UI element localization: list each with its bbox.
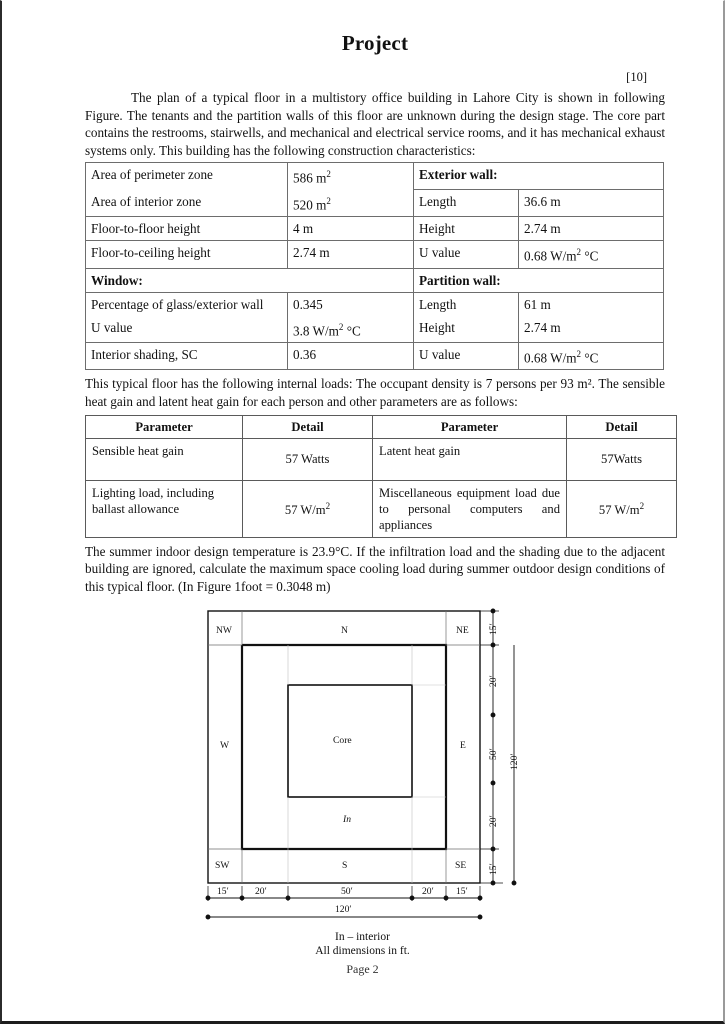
cell-latent-heat-gain: Latent heat gain [373,438,567,480]
cell-param: Height [414,217,519,241]
zone-label-interior: In [343,814,351,825]
hdim-50-middle: 50′ [341,886,353,897]
cell-section-window: Window: [86,268,414,292]
intro-paragraph: The plan of a typical floor in a multistory office building in Lahore City is shown in following Figure. The tenants and the partition walls of this floor are unknown during the design stage. The core part contains the restrooms, stairwells, and mechanical and electrical service rooms, and it has mechanical exhaust systems only. This building has the following construction characteristics: [85,90,665,158]
zone-label-n: N [341,625,348,636]
table-header-row [86,415,677,438]
zone-label-ne: NE [456,625,469,636]
zone-label-sw: SW [215,860,230,871]
zone-label-core: Core [333,735,352,746]
vdim-20-bottom: 20′ [488,815,499,827]
zone-label-e: E [460,740,466,751]
hdim-total-120: 120′ [335,904,352,915]
hdim-15-left: 15′ [217,886,229,897]
document-content [85,0,665,595]
cell-value: 36.6 m [519,190,664,217]
cell-param: Height [414,316,519,343]
page-title: Project [341,31,409,55]
cell-param: Floor-to-floor height [86,217,288,241]
cell-value: 2.74 m [519,316,664,343]
cell-param: Area of interior zone [86,190,288,217]
cell-value: 0.345 [288,292,414,316]
table-row [86,163,664,190]
cell-param: Percentage of glass/exterior wall [86,292,288,316]
figure-caption-line-1: In – interior [335,931,390,943]
zone-label-w: W [220,740,230,751]
table-row [86,316,664,343]
zone-label-se: SE [455,860,467,871]
closing-paragraph: The summer indoor design temperature is 23.9°C. If the infiltration load and the shading due to the adjacent building are ignored, calculate the maximum space cooling load during summer outdoor design conditions of this typical floor. (In Figure 1foot = 0.3048 m) [85,543,665,594]
cell-value: 0.68 $W/m^2$ °C [519,241,664,268]
construction-characteristics-table [85,162,664,370]
cell-param: U value [86,316,288,343]
cell-param: Area of perimeter zone [86,163,288,190]
floor-plan-svg [196,605,536,925]
figure-caption-line-2: All dimensions in ft. [315,945,410,957]
vdim-50-middle: 50′ [488,748,499,760]
vdim-15-bottom: 15′ [488,863,499,875]
column-header-parameter-1: Parameter [86,415,243,438]
cell-miscellaneous-equipment-value: 57 $W/m^2$ [567,480,677,537]
cell-value: 3.8 $W/m^2$ °C [288,316,414,343]
table-row [86,268,664,292]
cell-param: Length [414,292,519,316]
cell-value: 520 $m^2$ [288,190,414,217]
cell-section-partition-wall: Partition wall: [414,268,664,292]
cell-param: Floor-to-ceiling height [86,241,288,268]
floor-plan-drawing [196,605,536,965]
cell-sensible-heat-gain-value: 57 Watts [243,438,373,480]
vdim-15-top: 15′ [488,623,499,635]
cell-value: 61 m [519,292,664,316]
table-row [86,241,664,268]
cell-miscellaneous-equipment-load: Miscellaneous equipment load due to personal computers and appliances [373,480,567,537]
table-row [86,217,664,241]
cell-value: 4 m [288,217,414,241]
cell-param: Interior shading, SC [86,342,288,369]
zone-label-s: S [342,860,348,871]
internal-loads-table [85,415,677,538]
cell-value: 2.74 m [519,217,664,241]
cell-section-exterior-wall: Exterior wall: [414,163,664,190]
page-number-footer: Page 2 [346,962,379,976]
cell-param: Length [414,190,519,217]
column-header-detail-1: Detail [243,415,373,438]
table-row [86,342,664,369]
hdim-20-left: 20′ [255,886,267,897]
floor-plan-figure [0,605,725,965]
cell-value: 0.68 $W/m^2$ °C [519,342,664,369]
cell-lighting-load-value: 57 $W/m^2$ [243,480,373,537]
cell-param: U value [414,241,519,268]
vdim-20-top: 20′ [488,675,499,687]
column-header-detail-2: Detail [567,415,677,438]
table-row [86,480,677,537]
table-row [86,438,677,480]
table-row [86,292,664,316]
cell-value: 586 $m^2$ [288,163,414,190]
column-header-parameter-2: Parameter [373,415,567,438]
cell-latent-heat-gain-value: 57Watts [567,438,677,480]
hdim-15-right: 15′ [456,886,468,897]
vdim-total-120: 120′ [509,753,520,770]
cell-lighting-load: Lighting load, including ballast allowance [86,480,243,537]
zone-label-nw: NW [216,625,232,636]
cell-value: 0.36 [288,342,414,369]
marks-badge: [10] [626,70,647,84]
cell-sensible-heat-gain: Sensible heat gain [86,438,243,480]
table-row [86,190,664,217]
cell-value: 2.74 m [288,241,414,268]
cell-param: U value [414,342,519,369]
hdim-20-right: 20′ [422,886,434,897]
internal-loads-paragraph: This typical floor has the following internal loads: The occupant density is 7 persons per 93 m². The sensible heat gain and latent heat gain for each person and other parameters are as follows: [85,376,665,409]
